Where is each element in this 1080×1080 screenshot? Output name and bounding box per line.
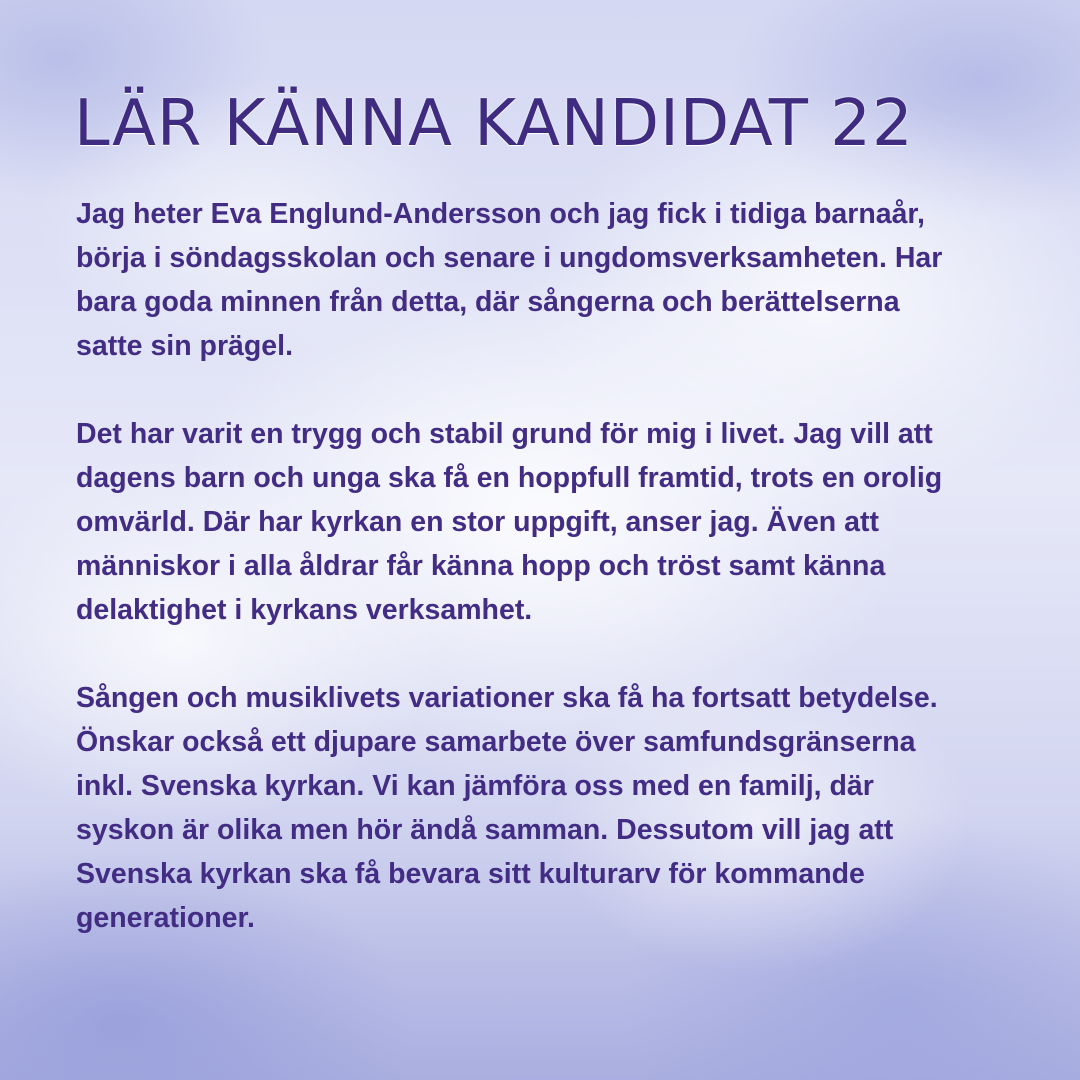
paragraph-foundation: Det har varit en trygg och stabil grund för mig i livet. Jag vill att dagens barn och unga ska få en hoppfull framtid, trots en orolig omvärld. Där har kyrkan en stor uppgift, anser jag. Även att människor i alla åldrar får känna hopp och tröst samt känna delaktighet i kyrkans verksamhet. (76, 418, 943, 626)
paragraph-music: Sången och musiklivets variationer ska få ha fortsatt betydelse. Önskar också ett djupare samarbete över samfundsgränserna inkl. Svenska kyrkan. Vi kan jämföra oss med en familj, där syskon är olika men hör ändå samman. Dessutom vill jag att Svenska kyrkan ska få bevara sitt kulturarv för kommande generationer. (76, 682, 938, 934)
candidate-text (76, 192, 1006, 984)
paragraph-intro: Jag heter Eva Englund-Andersson och jag fick i tidiga barnaår, börja i söndagsskolan och senare i ungdomsverksamheten. Har bara goda minnen från detta, där sångerna och berättelserna satte sin prägel. (76, 198, 943, 362)
page-title: LÄR KÄNNA KANDIDAT 22 (74, 87, 914, 161)
